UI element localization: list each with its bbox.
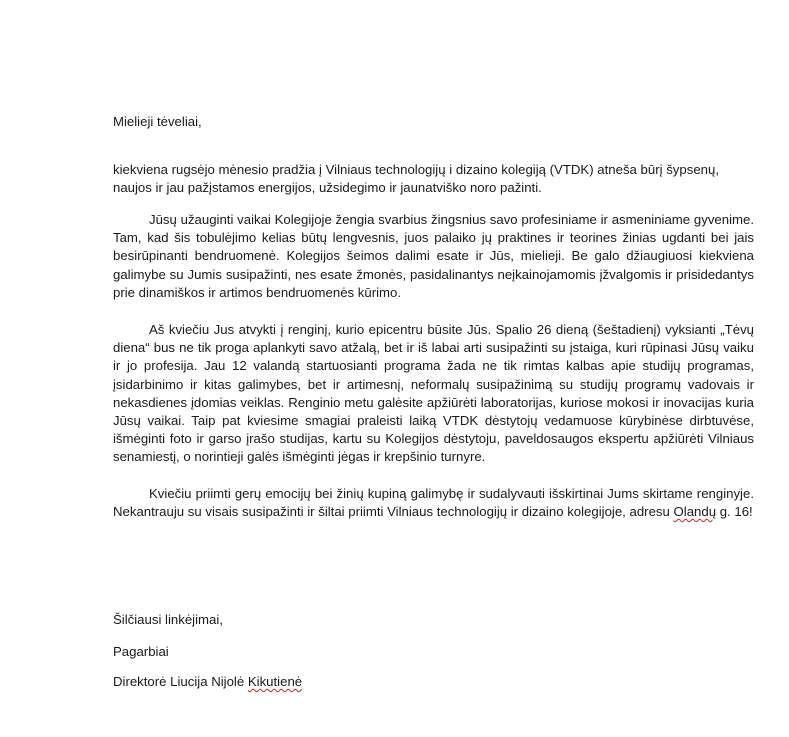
misspelled-surname: Kikutienė [247,674,303,689]
letter-closing: Šilčiausi linkėjimai, [113,612,223,627]
paragraph-4-text: Kviečiu priimti gerų emocijų bei žinių kupiną galimybę ir sudalyvauti išskirtinai Jums skirtame renginyje. Nekantrauju su visais susipažinti ir šiltai priimti Vilniaus technologijų ir dizaino kolegijoje, adresu [113,486,754,520]
misspelled-street-name: Olandų [673,504,717,520]
letter-paragraph-4 [113,485,754,521]
signature-title-name: Direktorė Liucija Nijolė [113,674,248,689]
letter-sign-greeting: Pagarbiai [113,644,169,659]
letter-paragraph-2: Jūsų užauginti vaikai Kolegijoje žengia svarbius žingsnius savo profesiniame ir asmeniniame gyvenime. Tam, kad šis tobulėjimo kelias būtų lengvesnis, juos palaiko jų praktines ir teorines žinias ugdanti bei jais besirūpinanti bendruomenė. Kolegijos šeimos dalimi esate ir Jūs, mielieji. Be galo džiaugiuosi kiekviena galimybe su Jumis susipažinti, nes esate žmonės, pasidalinantys neįkainojamomis įžvalgomis ir prisidedantys prie dinamiškos ir artimos bendruomenės kūrimo. [113,212,754,300]
letter-salutation: Mielieji tėveliai, [113,114,202,129]
letter-signature [113,673,754,691]
letter-paragraph-3: Aš kviečiu Jus atvykti į renginį, kurio epicentru būsite Jūs. Spalio 26 dieną (šeštadienį) vyksianti „Tėvų diena“ bus ne tik proga aplankyti savo atžalą, bet ir iš labai arti susipažinti su įstaiga, kuri rūpinasi Jūsų vaiku ir jo profesija. Jau 12 valandą startuosianti programa žada ne tik rimtas kalbas apie studijų programas, įsidarbinimo ir kitas galimybes, bet ir artimesnį, neformalų susipažinimą su studijų programų vadovais ir nekasdienes įdomias veiklas. Renginio metu galėsite apžiūrėti laboratorijas, kuriose mokosi ir inovacijas kuria Jūsų vaikai. Taip pat kviesime smagiai praleisti laiką VTDK dėstytojų vedamuose kūrybinėse dirbtuvėse, išmėginti foto ir garso įrašo studijas, kartu su Kolegijos dėstytoju, paveldosaugos ekspertu apžiūrėti Vilniaus senamiestį, o norintieji galės išmėginti jėgas ir krepšinio turnyre. [113,322,754,465]
letter-paragraph-1: kiekviena rugsėjo mėnesio pradžia į Vilniaus technologijų i dizaino kolegiją (VTDK) atneša būrį šypsenų, naujos ir jau pažįstamos energijos, užsidegimo ir jaunatviško noro pažinti. [113,162,719,196]
paragraph-4-end: g. 16! [716,504,753,520]
